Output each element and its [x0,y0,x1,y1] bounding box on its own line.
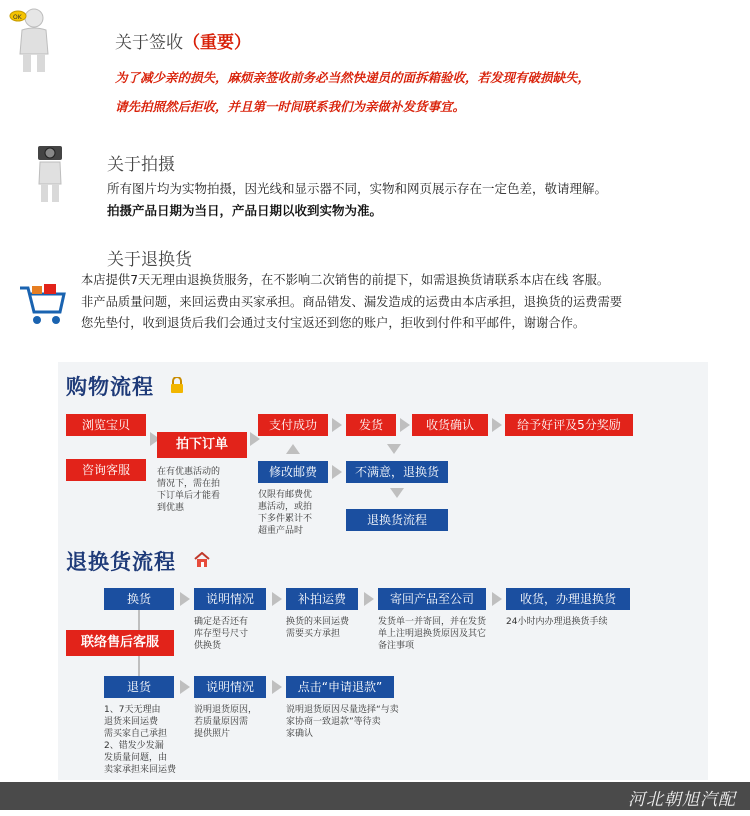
arrow-right [492,418,502,432]
review-box: 给予好评及5分奖励 [505,414,633,436]
refund-note: 1、7天无理由 退货来回运费 需买家自己承担 2、错发少发漏 发质量问题，由 卖家承担来回运费 [104,705,177,775]
shop-name: 河北朝旭汽配 [628,790,736,810]
ship-box: 发货 [346,414,396,436]
return-flow-box: 退换货流程 [346,509,448,531]
return-info-line-2: 非产品质量问题，来回运费由买家承担。商品错发、漏发造成的运费由本店承担，退换货的运费需要 [81,295,623,309]
receive-note: 24小时内办理退换货手续 [506,617,608,627]
contact-box: 联络售后客服 [66,630,174,656]
return-flow-title: 退换货流程 [66,550,176,574]
receive-box: 收货，办理退换货 [506,588,630,610]
modify-note: 仅限有邮费优 惠活动，或拍 下多件累计不 超重产品时 [258,490,313,536]
lock-icon [170,377,184,393]
send-back-note: 发货单一并寄回，并在发货 单上注明退换货原因及其它 备注事项 [378,617,487,651]
pay-shipping-note: 换货的来回运费 需要买方承担 [286,617,350,639]
return-info-title: 关于退换货 [107,250,192,270]
arrow-down [390,488,404,498]
apply-refund-box: 点击“申请退款” [286,676,394,698]
return-info-line-1: 本店提供7天无理由退换货服务，在不影响二次销售的前提下，如需退换货请联系本店在线 客服。 [81,273,610,287]
refund-box: 退货 [104,676,174,698]
arrow-right [332,418,342,432]
arrow-down [387,444,401,454]
photo-line-2: 拍摄产品日期为当日，产品日期以收到实物为准。 [107,203,383,218]
explain-note-1: 确定是否还有 库存型号尺寸 供换货 [194,617,249,651]
explain-box-2: 说明情况 [194,676,266,698]
arrow-right [400,418,410,432]
pay-shipping-box: 补拍运费 [286,588,358,610]
arrow-right [492,592,502,606]
order-note: 在有优惠活动的 情况下，需在拍 下订单后才能看 到优惠 [157,467,221,513]
arrow-right [272,680,282,694]
arrow-right [180,592,190,606]
connector [138,656,140,676]
footer-bar [0,782,750,810]
sign-line-2: 请先拍照然后拒收，并且第一时间联系我们为亲做补发货事宜。 [115,99,466,114]
house-icon [194,552,210,567]
return-info-line-3: 您先垫付，收到退货后我们会通过支付宝返还到您的账户，拒收到付件和平邮件，谢谢合作。 [81,316,586,330]
shopping-flow-title: 购物流程 [66,375,154,399]
person-camera-icon [30,138,70,204]
arrow-up [286,444,300,454]
arrow-right [332,465,342,479]
exchange-box: 换货 [104,588,174,610]
unsatisfied-box: 不满意，退换货 [346,461,448,483]
sign-title: 关于签收（重要） [115,33,251,53]
modify-box: 修改邮费 [258,461,328,483]
person-ok-icon [8,4,60,74]
photo-title: 关于拍摄 [107,155,175,175]
connector [138,610,140,630]
photo-line-1: 所有图片均为实物拍摄，因光线和显示器不同，实物和网页展示存在一定色差，敬请理解。 [107,181,608,196]
consult-box: 咨询客服 [66,459,146,481]
sign-line-1: 为了减少亲的损失，麻烦亲签收前务必当然快递员的面拆箱验收，若发现有破损缺失， [115,70,591,85]
apply-refund-note: 说明退货原因尽量选择“与卖 家协商一致退款”等待卖 家确认 [286,705,399,739]
shopping-cart-icon [18,282,68,330]
browse-box: 浏览宝贝 [66,414,146,436]
svg-text:OK: OK [13,14,22,21]
confirm-box: 收货确认 [412,414,488,436]
explain-box-1: 说明情况 [194,588,266,610]
explain-note-2: 说明退货原因， 若质量原因需 提供照片 [194,705,258,739]
order-box: 拍下订单 [157,432,247,458]
arrow-right [364,592,374,606]
send-back-box: 寄回产品至公司 [378,588,486,610]
arrow-right [272,592,282,606]
important-label: （重要） [183,33,251,53]
paid-box: 支付成功 [258,414,328,436]
arrow-right [180,680,190,694]
